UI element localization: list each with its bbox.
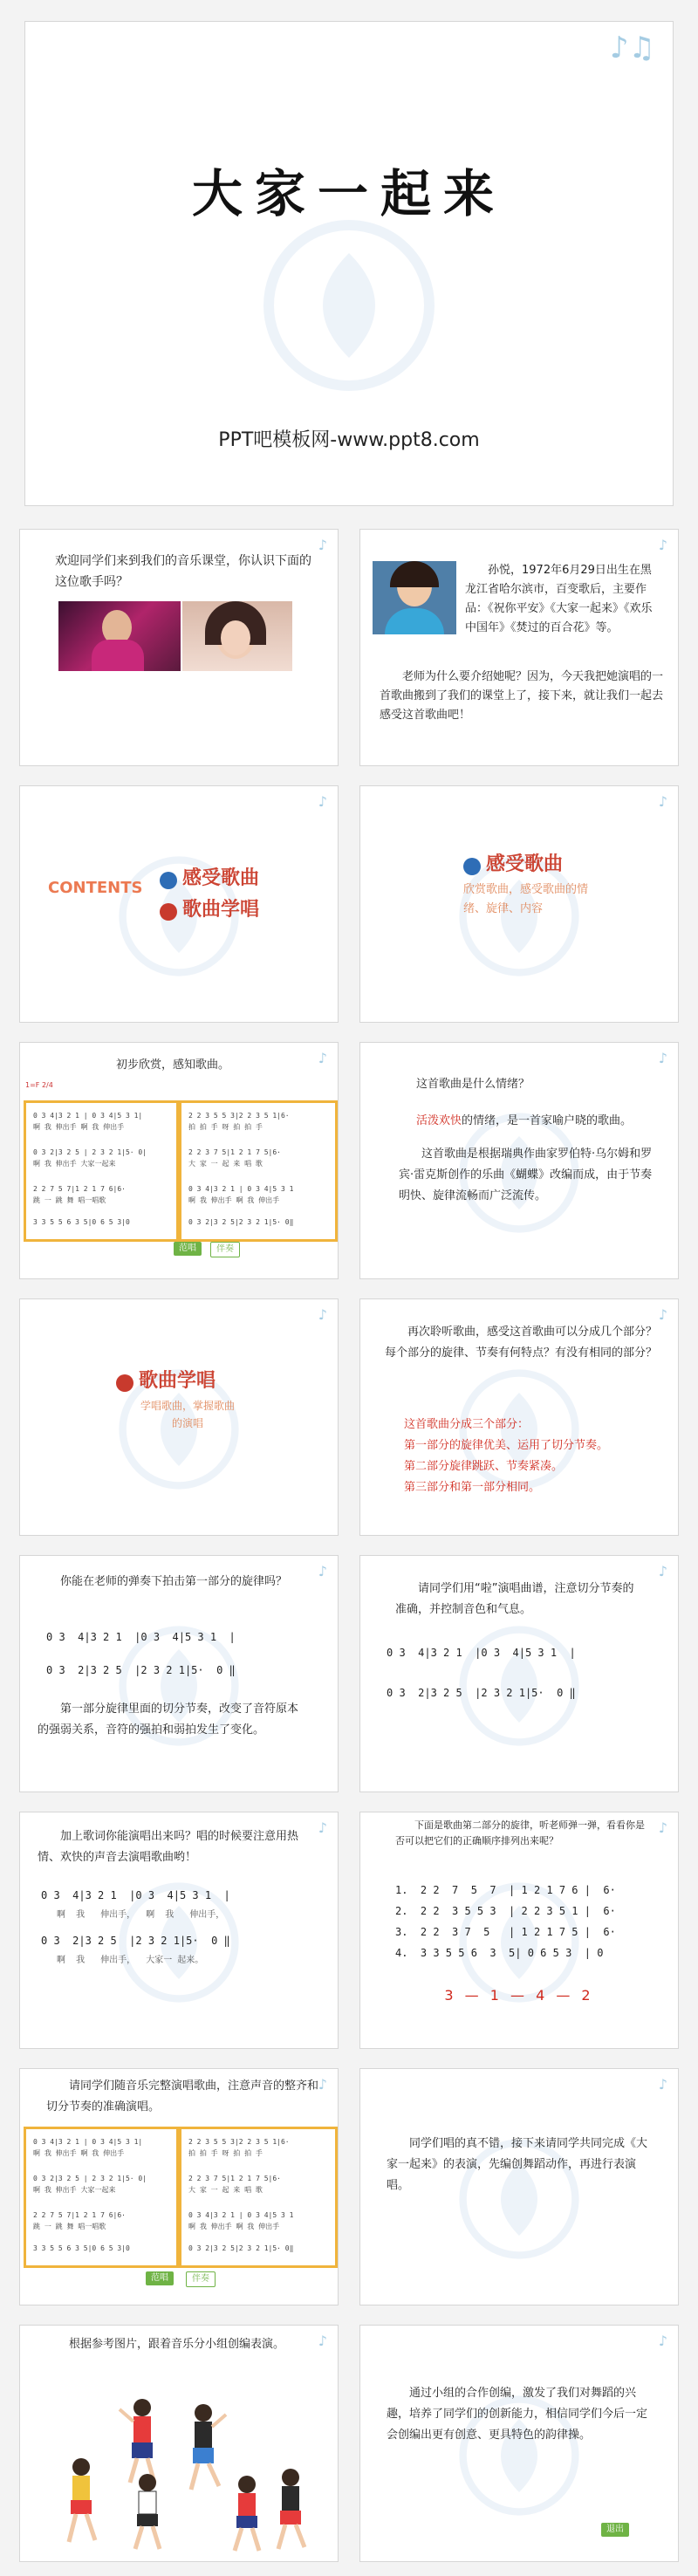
sheet-music-left: 0 3 4|3 2 1 | 0 3 4|5 3 1| 啊 我 伸出手 啊 我 伸出手 0 3 2|3 2 5 | 2 3 2 1|5· 0| 啊 我 伸出手 大家一起来 2 2 7 5 7|1 2 1 7 6|6· 跳 一 跳 舞 唱一唱歌 3 3 5 5 6 3 5|0 6 5 3|0 bbox=[24, 1100, 179, 1242]
slide-welcome bbox=[19, 529, 339, 766]
notation-line-2: 0 3 2|3 2 5 |2 3 2 1|5· 0 ‖ bbox=[41, 1935, 230, 1947]
music-note-icon: ♪ bbox=[658, 1563, 667, 1579]
answer-order: 3 — 1 — 4 — 2 bbox=[444, 1987, 594, 2004]
slide-la bbox=[359, 1555, 679, 1792]
dancing-children-illustration bbox=[46, 2387, 317, 2552]
answer-line-2: 第一部分的旋律优美、运用了切分节奏。 bbox=[404, 1439, 609, 1452]
slide-heading: 请同学们随音乐完整演唱歌曲，注意声音的整齐和切分节奏的准确演唱。 bbox=[46, 2079, 319, 2114]
bullet-dot-icon bbox=[160, 872, 177, 889]
model-sing-button[interactable]: 范唱 bbox=[174, 1242, 202, 1256]
slide-structure bbox=[359, 1298, 679, 1536]
sheet-music-left: 0 3 4|3 2 1 | 0 3 4|5 3 1| 啊 我 伸出手 啊 我 伸出手 0 3 2|3 2 5 | 2 3 2 1|5· 0| 啊 我 伸出手 大家一起来 2 2 7 5 7|1 2 1 7 6|6· 跳 一 跳 舞 唱一唱歌 3 3 5 5 6 3 5|0 6 5 3|0 bbox=[24, 2127, 179, 2268]
music-note-icon: ♪ bbox=[318, 1050, 327, 1066]
slide-bio bbox=[359, 529, 679, 766]
sheet-key: 1=F 2/4 bbox=[25, 1081, 53, 1089]
exit-button[interactable]: 退出 bbox=[601, 2523, 629, 2537]
music-note-icon: ♪ bbox=[658, 793, 667, 810]
question-text: 你能在老师的弹奏下拍击第一部分的旋律吗？ bbox=[60, 1575, 288, 1588]
answer-line-1: 这首歌曲分成三个部分： bbox=[404, 1418, 530, 1431]
music-note-icon: ♪ bbox=[658, 537, 667, 553]
music-note-icon: ♪ bbox=[318, 1819, 327, 1836]
sheet-music-right: 2 2 3 5 5 3|2 2 3 5 1|6· 拍 拍 手 呀 拍 拍 手 2 2 3 7 5|1 2 1 7 5|6· 大 家 一 起 来 唱 歌 0 3 4|3 2 1 | 0 3 4|5 3 1 啊 我 伸出手 啊 我 伸出手 0 3 2|3 2 5|2 3 2 1|5· 0‖ bbox=[179, 1100, 338, 1242]
accompaniment-button[interactable]: 伴奏 bbox=[210, 1242, 240, 1257]
slide-order bbox=[359, 1812, 679, 2049]
notation-line-1: 0 3 4|3 2 1 |0 3 4|5 3 1 | bbox=[387, 1647, 576, 1659]
notation-line-1: 0 3 4|3 2 1 |0 3 4|5 3 1 | bbox=[41, 1889, 230, 1901]
site-label: PPT吧模板网-www.ppt8.com bbox=[218, 429, 480, 451]
notation-line-2: 0 3 2|3 2 5 |2 3 2 1|5· 0 ‖ bbox=[46, 1664, 236, 1676]
lyrics-line-1: 啊 我 伸出手， 啊 我 伸出手， bbox=[41, 1910, 225, 1920]
music-note-icon: ♪ bbox=[658, 1819, 667, 1836]
music-note-icon: ♪ bbox=[318, 2333, 327, 2349]
bio-text: 孙悦，1972年6月29日出生在黑龙江省哈尔滨市，百变歌后，主要作品：《祝你平安》《大家一起来》《欢乐中国年》《焚过的百合花》等。 bbox=[465, 564, 653, 634]
singer-photo-2 bbox=[182, 601, 292, 671]
music-note-icon: ♪ bbox=[318, 2076, 327, 2093]
question-text: 这首歌曲是什么情绪？ bbox=[416, 1078, 530, 1091]
answer-text: 活泼欢快的情绪，是一首家喻户晓的歌曲。 bbox=[416, 1114, 633, 1127]
music-note-icon: ♪♫ bbox=[609, 31, 655, 65]
slide-emotion bbox=[359, 1042, 679, 1279]
contents-heading: CONTENTS bbox=[48, 879, 143, 897]
bullet-dot-icon bbox=[160, 903, 177, 921]
slide-summary bbox=[359, 2325, 679, 2562]
intro-text: 老师为什么要介绍她呢？因为，今天我把她演唱的一首歌曲搬到了我们的课堂上了，接下来，就让我们一起去感受这首歌曲吧！ bbox=[380, 670, 664, 722]
accompaniment-button[interactable]: 伴奏 bbox=[186, 2271, 216, 2287]
option-row-4[interactable]: 4. 3 3 5 5 6 3 5| 0 6 5 3 | 0 bbox=[395, 1947, 604, 1959]
slide-section-1 bbox=[359, 785, 679, 1023]
song-info-text: 这首歌曲是根据瑞典作曲家罗伯特·乌尔姆和罗宾·雷克斯创作的乐曲《蝴蝶》改编而成，由于节奏明快、旋律流畅而广泛流传。 bbox=[399, 1148, 653, 1202]
slide-dance bbox=[19, 2325, 339, 2562]
music-note-icon: ♪ bbox=[658, 1306, 667, 1323]
question-text: 再次聆听歌曲，感受这首歌曲可以分成几个部分？每个部分的旋律、节奏有何特点？有没有相同的部分？ bbox=[385, 1326, 658, 1360]
singer-photo-1 bbox=[58, 601, 181, 671]
notation-line-1: 0 3 4|3 2 1 |0 3 4|5 3 1 | bbox=[46, 1631, 236, 1643]
sheet-music-right: 2 2 3 5 5 3|2 2 3 5 1|6· 拍 拍 手 呀 拍 拍 手 2 2 3 7 5|1 2 1 7 5|6· 大 家 一 起 来 唱 歌 0 3 4|3 2 1 | 0 3 4|5 3 1 啊 我 伸出手 啊 我 伸出手 0 3 2|3 2 5|2 3 2 1|5· 0‖ bbox=[179, 2127, 338, 2268]
bullet-dot-icon bbox=[463, 858, 481, 875]
option-row-3[interactable]: 3. 2 2 3 7 5 | 1 2 1 7 5 | 6· bbox=[395, 1926, 616, 1938]
question-text: 加上歌词你能演唱出来吗？唱的时候要注意用热情、欢快的声音去演唱歌曲哟！ bbox=[38, 1830, 299, 1864]
summary-text: 通过小组的合作创编，激发了我们对舞蹈的兴趣，培养了同学们的创新能力，相信同学们今后一定会创编出更有创意、更具特色的韵律操。 bbox=[387, 2387, 648, 2442]
lyrics-line-2: 啊 我 伸出手， 大家一 起来。 bbox=[41, 1956, 204, 1965]
answer-line-3: 第二部分旋律跳跃、节奏紧凑。 bbox=[404, 1460, 564, 1473]
slide-section-2 bbox=[19, 1298, 339, 1536]
notation-line-2: 0 3 2|3 2 5 |2 3 2 1|5· 0 ‖ bbox=[387, 1687, 576, 1699]
option-row-1[interactable]: 1. 2 2 7 5 7 | 1 2 1 7 6 | 6· bbox=[395, 1884, 616, 1896]
title-slide bbox=[24, 21, 674, 506]
section-title: 感受歌曲 bbox=[463, 849, 563, 876]
section-subtitle: 学唱歌曲，掌握歌曲的演唱 bbox=[140, 1400, 235, 1429]
section-subtitle: 欣赏歌曲，感受歌曲的情绪、旋律、内容 bbox=[463, 883, 589, 915]
answer-line-4: 第三部分和第一部分相同。 bbox=[404, 1481, 541, 1494]
slide-lyrics bbox=[19, 1812, 339, 2049]
question-text: 下面是歌曲第二部分的旋律，听老师弹一弹，看看你是否可以把它们的正确顺序排列出来呢？ bbox=[395, 1819, 645, 1846]
watermark-icon bbox=[458, 1625, 580, 1747]
note-text: 第一部分旋律里面的切分节奏，改变了音符原本的强弱关系，音符的强拍和弱拍发生了变化。 bbox=[38, 1702, 299, 1737]
dance-text: 根据参考图片，跟着音乐分小组创编表演。 bbox=[69, 2338, 285, 2351]
contents-item-2[interactable]: 歌曲学唱 bbox=[160, 894, 259, 921]
music-note-icon: ♪ bbox=[318, 1306, 327, 1323]
slide-heading: 初步欣赏，感知歌曲。 bbox=[116, 1058, 230, 1072]
bullet-dot-icon bbox=[116, 1374, 133, 1392]
perform-text: 同学们唱的真不错，接下来请同学共同完成《大家一起来》的表演，先编创舞蹈动作，再进行表演唱。 bbox=[387, 2137, 648, 2192]
music-note-icon: ♪ bbox=[658, 1050, 667, 1066]
singer-portrait bbox=[373, 561, 456, 634]
watermark-icon bbox=[458, 1881, 580, 2004]
model-sing-button[interactable]: 范唱 bbox=[146, 2271, 174, 2285]
section-title: 歌曲学唱 bbox=[116, 1366, 216, 1393]
welcome-text: 欢迎同学们来到我们的音乐课堂，你认识下面的这位歌手吗？ bbox=[55, 554, 311, 589]
contents-item-1[interactable]: 感受歌曲 bbox=[160, 863, 259, 890]
slide-listen bbox=[19, 1042, 339, 1279]
music-note-icon: ♪ bbox=[658, 2076, 667, 2093]
slide-perform bbox=[359, 2068, 679, 2305]
option-row-2[interactable]: 2. 2 2 3 5 5 3 | 2 2 3 5 1 | 6· bbox=[395, 1905, 616, 1917]
question-text: 请同学们用“啦”演唱曲谱，注意切分节奏的准确，并控制音色和气息。 bbox=[395, 1582, 634, 1616]
slide-clap bbox=[19, 1555, 339, 1792]
music-note-icon: ♪ bbox=[318, 537, 327, 553]
slide-contents bbox=[19, 785, 339, 1023]
slide-title: 大家一起来 bbox=[191, 164, 506, 223]
slide-full-sing bbox=[19, 2068, 339, 2305]
watermark-icon bbox=[262, 218, 436, 393]
music-note-icon: ♪ bbox=[318, 793, 327, 810]
music-note-icon: ♪ bbox=[318, 1563, 327, 1579]
music-note-icon: ♪ bbox=[658, 2333, 667, 2349]
